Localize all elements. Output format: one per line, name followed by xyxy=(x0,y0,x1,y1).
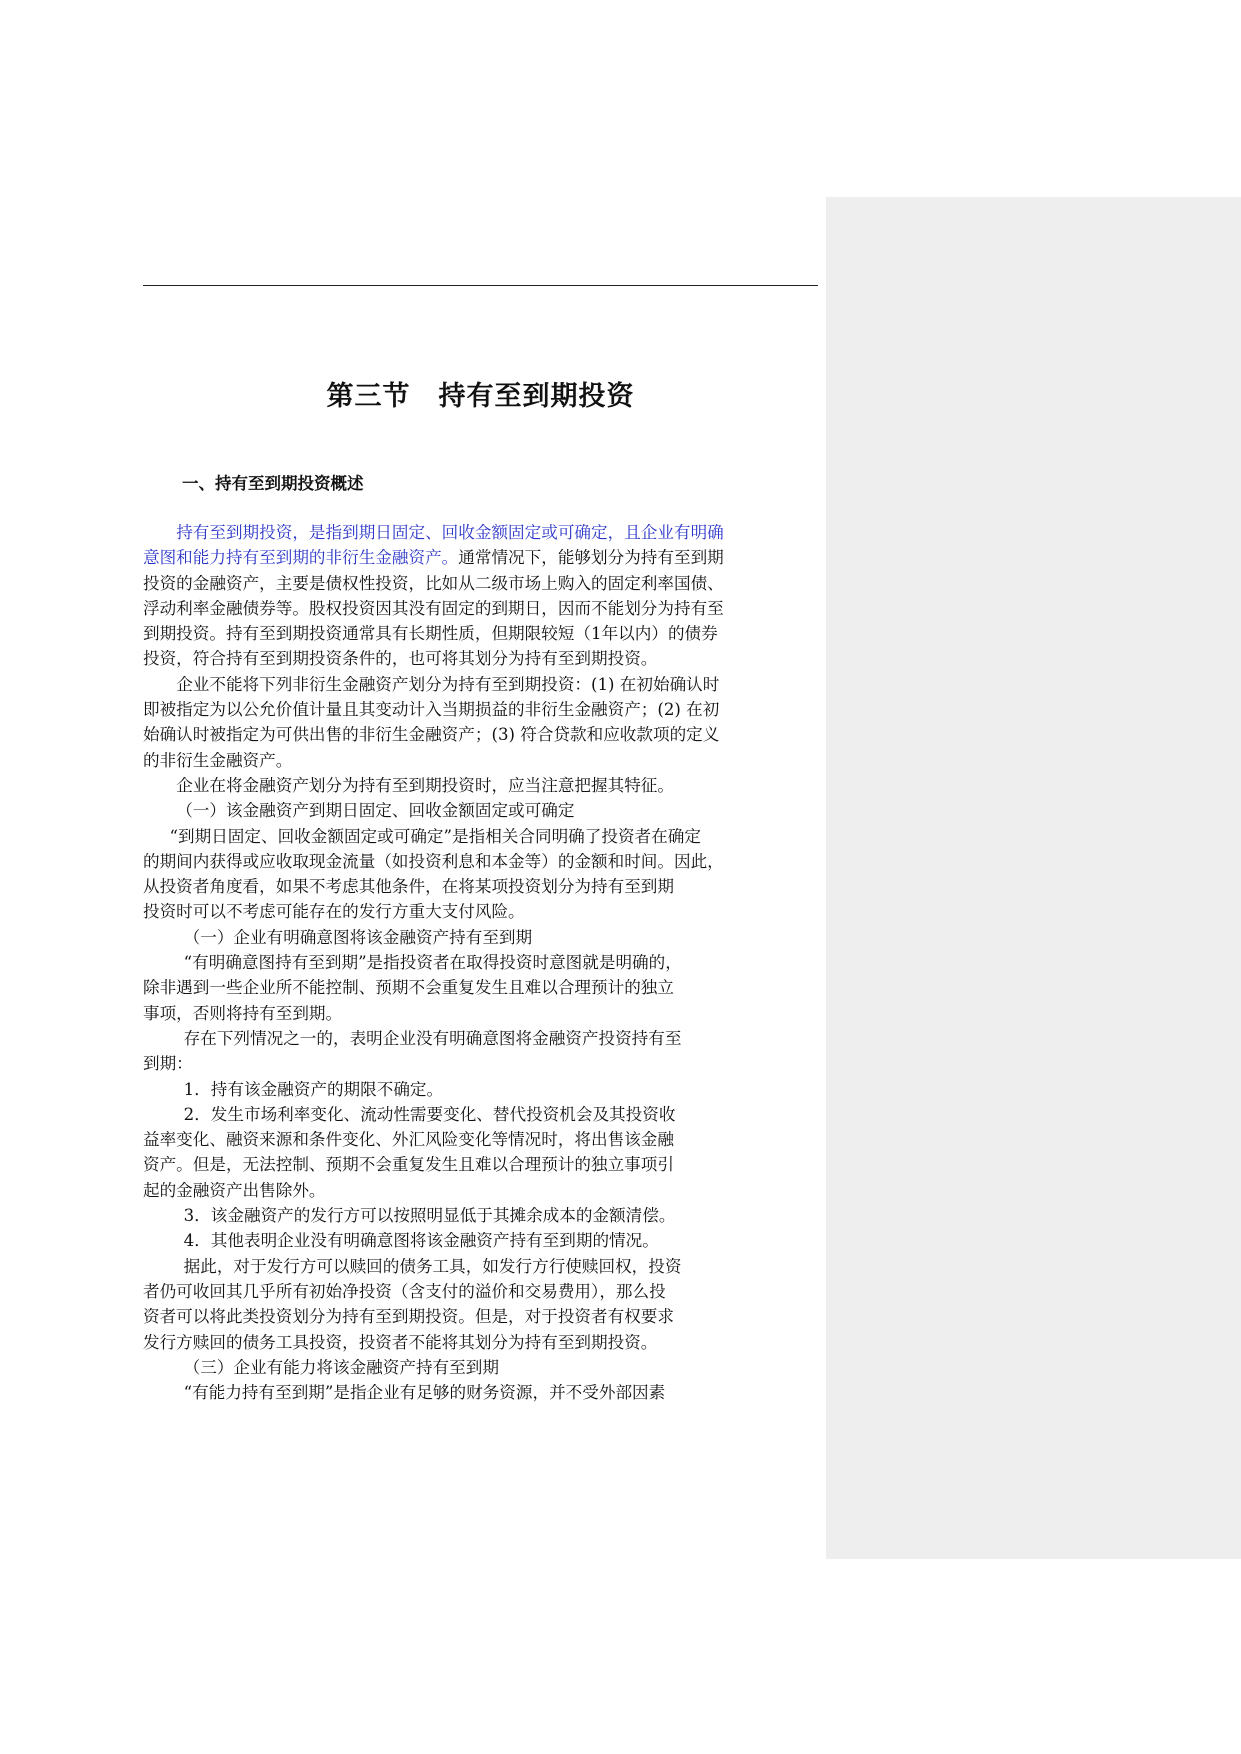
text-line: 到期投资。持有至到期投资通常具有长期性质，但期限较短（1年以内）的债券 xyxy=(143,624,718,644)
text-line: 2．发生市场利率变化、流动性需要变化、替代投资机会及其投资收 xyxy=(183,1104,676,1124)
text-line: 的期间内获得或应收取现金流量（如投资利息和本金等）的金额和时间。因此， xyxy=(143,851,724,871)
comment-pane xyxy=(826,197,1241,1559)
text-line: （一）企业有明确意图将该金融资产持有至到期 xyxy=(183,927,533,947)
text-line: 到期： xyxy=(143,1054,193,1074)
highlighted-text: 意图和能力持有至到期的非衍生金融资产。 xyxy=(143,548,459,568)
text-line: 起的金融资产出售除外。 xyxy=(143,1180,326,1200)
text-line: “有能力持有至到期”是指企业有足够的财务资源，并不受外部因素 xyxy=(183,1383,666,1403)
text-line: 益率变化、融资来源和条件变化、外汇风险变化等情况时，将出售该金融 xyxy=(143,1130,674,1150)
text-line: 企业不能将下列非衍生金融资产划分为持有至到期投资：(1) 在初始确认时 xyxy=(176,674,720,694)
text-line: 据此，对于发行方可以赎回的债务工具，如发行方行使赎回权，投资 xyxy=(183,1256,682,1276)
text-line: 的非衍生金融资产。 xyxy=(143,750,293,770)
text-line xyxy=(143,545,818,570)
subsection-heading: 一、持有至到期投资概述 xyxy=(182,474,364,493)
highlighted-text: 持有至到期投资，是指到期日固定、回收金额固定或可确定，且企业有明确 xyxy=(176,523,724,542)
text-line: 投资，符合持有至到期投资条件的，也可将其划分为持有至到期投资。 xyxy=(143,649,658,669)
text-line: 企业在将金融资产划分为持有至到期投资时，应当注意把握其特征。 xyxy=(176,775,674,795)
text-line: 投资的金融资产，主要是债权性投资，比如从二级市场上购入的固定利率国债、 xyxy=(143,573,724,593)
text-line: 3．该金融资产的发行方可以按照明显低于其摊余成本的金额清偿。 xyxy=(183,1206,676,1226)
text-line: 即被指定为以公允价值计量且其变动计入当期损益的非衍生金融资产；(2) 在初 xyxy=(143,700,720,720)
text-line: 4．其他表明企业没有明确意图将该金融资产持有至到期的情况。 xyxy=(183,1231,659,1251)
text-line: 从投资者角度看，如果不考虑其他条件，在将某项投资划分为持有至到期 xyxy=(143,877,674,897)
text-line xyxy=(143,520,818,545)
text-line: 始确认时被指定为可供出售的非衍生金融资产；(3) 符合贷款和应收款项的定义 xyxy=(143,725,720,745)
text-line: 除非遇到一些企业所不能控制、预期不会重复发生且难以合理预计的独立 xyxy=(143,978,674,998)
text-line: “有明确意图持有至到期”是指投资者在取得投资时意图就是明确的， xyxy=(183,953,682,973)
text-segment: 通常情况下，能够划分为持有至到期 xyxy=(458,548,724,568)
section-title: 第三节 持有至到期投资 xyxy=(326,381,635,412)
text-line: “到期日固定、回收金额固定或可确定”是指相关合同明确了投资者在确定 xyxy=(169,826,701,846)
text-line: 发行方赎回的债务工具投资，投资者不能将其划分为持有至到期投资。 xyxy=(143,1332,658,1352)
header-rule xyxy=(143,285,818,286)
text-line: 投资时可以不考虑可能存在的发行方重大支付风险。 xyxy=(143,902,525,922)
text-line: 浮动利率金融债券等。股权投资因其没有固定的到期日，因而不能划分为持有至 xyxy=(143,598,724,618)
text-line: 存在下列情况之一的，表明企业没有明确意图将金融资产投资持有至 xyxy=(183,1028,682,1048)
text-line: 者仍可收回其几乎所有初始净投资（含支付的溢价和交易费用），那么投 xyxy=(143,1281,666,1301)
text-line: （三）企业有能力将该金融资产持有至到期 xyxy=(183,1357,499,1377)
text-line: 资者可以将此类投资划分为持有至到期投资。但是，对于投资者有权要求 xyxy=(143,1307,674,1327)
body-text xyxy=(143,520,818,1405)
text-line: 事项，否则将持有至到期。 xyxy=(143,1003,343,1023)
text-line: 1．持有该金融资产的期限不确定。 xyxy=(183,1079,444,1099)
text-line: 资产。但是，无法控制、预期不会重复发生且难以合理预计的独立事项引 xyxy=(143,1155,674,1175)
text-line: （一）该金融资产到期日固定、回收金额固定或可确定 xyxy=(176,801,575,821)
